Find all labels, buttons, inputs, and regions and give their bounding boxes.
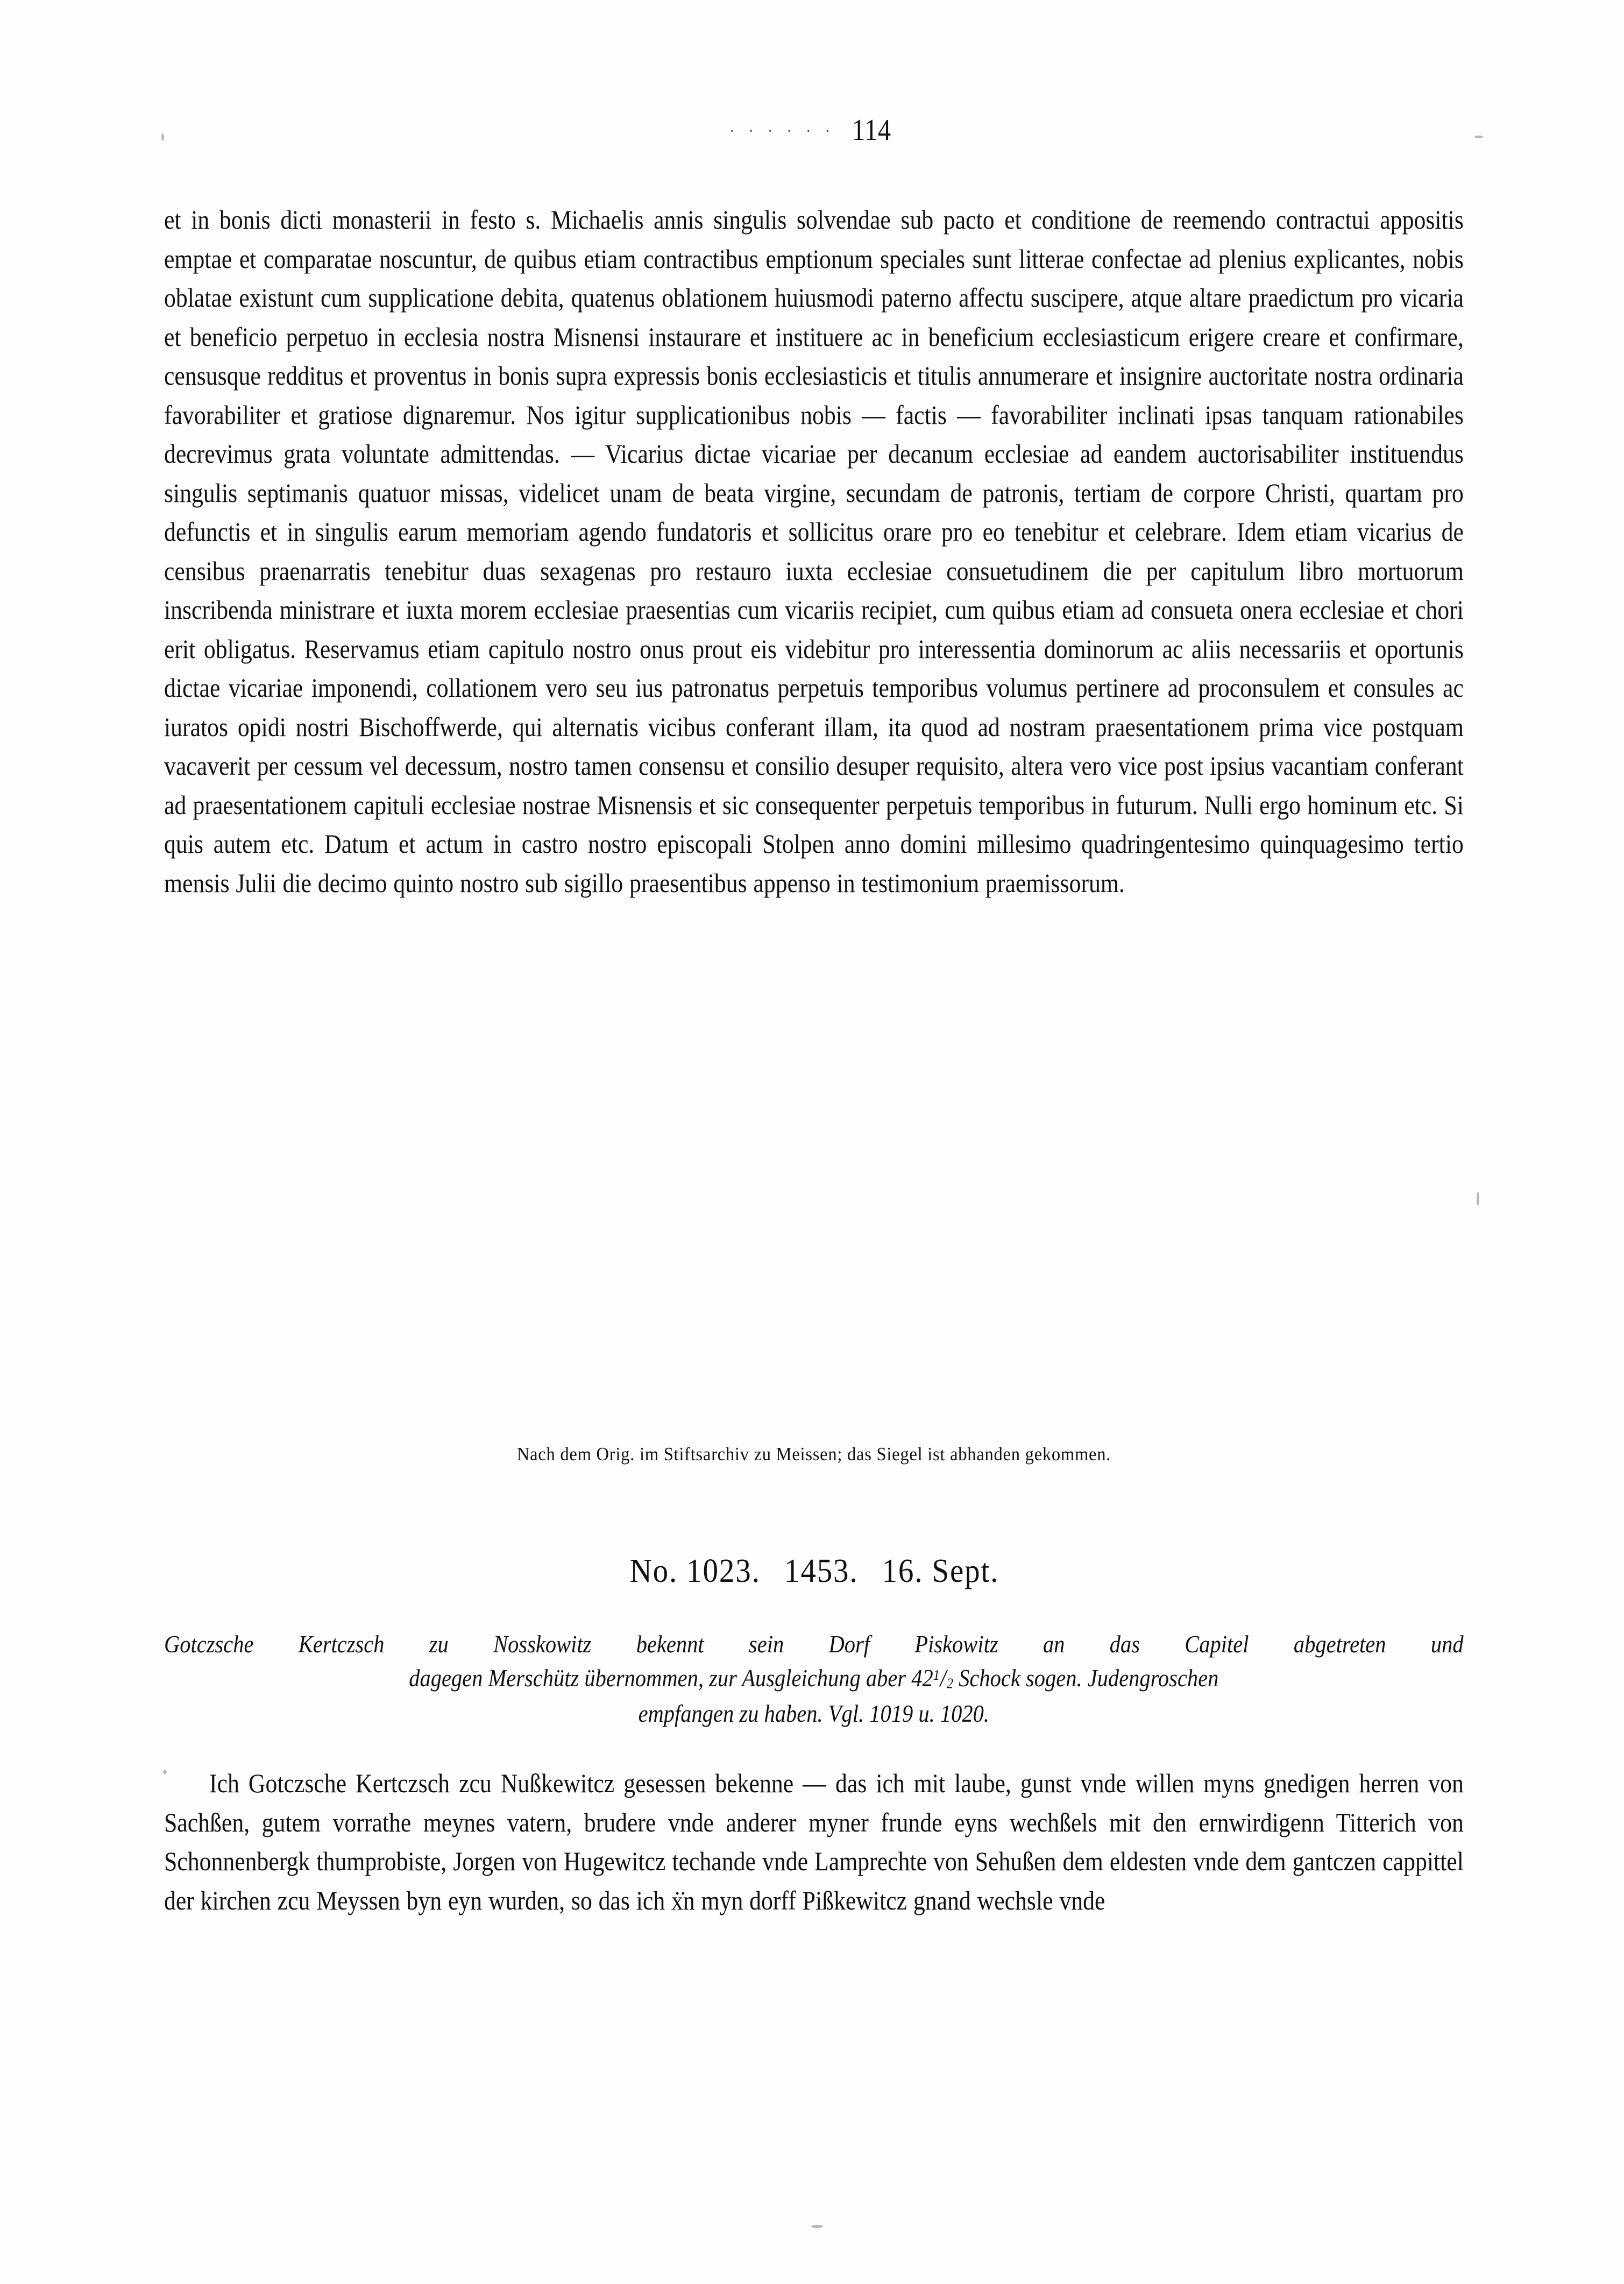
provenance-note: Nach dem Orig. im Stiftsarchiv zu Meissen; das Siegel ist abhanden gekommen. [516,1444,1111,1465]
scan-speck [163,1770,167,1774]
charter-date: 16. Sept. [881,1553,999,1589]
charter-heading [164,1552,1464,1590]
fraction-slash: / [940,1665,947,1692]
leader-dots: · · · · · · [729,122,835,140]
regest-line-2-before: dagegen Merschütz übernommen, zur Ausgleichung aber [409,1665,912,1692]
charter-number: No. 1023. [629,1553,761,1589]
fraction-42-and-half [911,1660,953,1699]
fraction-denominator: 2 [946,1675,954,1692]
german-charter-text: Ich Gotczsche Kertczsch zcu Nußkewitcz gesessen bekenne — das ich mit laube, gunst vnde willen myns gnedigen herren von Sachßen, gutem vorrathe meynes vatern, brudere vnde anderer myner frunde eyns wechßels mit den ernwirdigenn Titterich von Schonnenbergk thumprobiste, Jorgen von Hugewitcz techande vnde Lamprechte von Sehußen dem eldesten vnde dem gantczen cappittel der kirchen zcu Meyssen byn eyn wurden, so das ich ẋ̇n myn dorff Pißkewitcz gnand wechsle vnde [164,1768,1464,1915]
fraction-whole: 42 [911,1665,933,1692]
regest-line-1: Gotczsche Kertczsch zu Nosskowitz bekennt sein Dorf Piskowitz an das Capitel abgetreten und [164,1631,1464,1658]
latin-charter-text: et in bonis dicti monasterii in festo s. Michaelis annis singulis solvendae sub pacto et conditione de reemendo contractui appositis emptae et comparatae noscuntur, de quibus etiam contractibus emptionum speciales sunt litterae confectae ad plenius explicantes, nobis oblatae existunt cum supplicatione debita, quatenus oblationem huiusmodi paterno affectu suscipere, atque altare praedictum pro vicaria et beneficio perpetuo in ecclesia nostra Misnensi instaurare et instituere ac in beneficium ecclesiasticum erigere creare et confirmare, censusque redditus et proventus in bonis supra expressis bonis ecclesiasticis et titulis annumerare et insignire auctoritate nostra ordinaria favorabiliter et gratiose dignaremur. Nos igitur supplicationibus nobis — factis — favorabiliter inclinati ipsas tanquam rationabiles decrevimus grata voluntate admittendas. — Vicarius dictae vicariae per decanum ecclesiae ad eandem auctorisabiliter instituendus singulis septimanis quatuor missas, videlicet unam de beata virgine, secundam de patronis, tertiam de corpore Christi, quartam pro defunctis et in singulis earum memoriam agendo fundatoris et sollicitus orare pro eo tenebitur et celebrare. Idem etiam vicarius de censibus praenarratis tenebitur duas sexagenas pro restauro iuxta ecclesiae consuetudinem die per capitulum libro mortuorum inscribenda ministrare et iuxta morem ecclesiae praesentias cum vicariis recipiet, cum quibus etiam ad consueta onera ecclesiae et chori erit obligatus. Reservamus etiam capitulo nostro onus prout eis videbitur pro interessentia dominorum ac aliis necessariis et oportunis dictae vicariae imponendi, collationem vero seu ius patronatus perpetuis temporibus volumus pertinere ad proconsulem et consules ac iuratos opidi nostri Bischoffwerde, qui alternatis vicibus conferant illam, ita quod ad nostram praesentationem prima vice postquam vacaverit per cessum vel decessum, nostro tamen consensu et consilio desuper requisito, altera vero vice post ipsius vacantiam conferant ad praesentationem capituli ecclesiae nostrae Misnensis et sic consequenter perpetuis temporibus in futurum. Nulli ergo hominum etc. Si quis autem etc. Datum et actum in castro nostro episcopali Stolpen anno domini millesimo quadringentesimo quinquagesimo tertio mensis Julii die decimo quinto nostro sub sigillo praesentibus appenso in testimonium praemissorum. [164,204,1464,898]
scan-speck [1477,1192,1479,1206]
regest-line-2 [164,1660,1464,1699]
page-number: 114 [852,114,892,147]
fraction-numerator: 1 [933,1667,940,1683]
scan-speck [161,133,164,141]
charter-year: 1453. [784,1553,859,1589]
german-charter-block [164,1764,1464,1920]
latin-charter-block [164,200,1464,902]
scan-speck [1474,136,1483,138]
regest-summary [164,1629,1464,1729]
regest-line-3: empfangen zu haben. Vgl. 1019 u. 1020. [638,1700,990,1728]
scan-speck [811,2225,823,2228]
regest-line-2-after: Schock sogen. Judengroschen [953,1665,1219,1692]
running-head [0,113,1624,147]
